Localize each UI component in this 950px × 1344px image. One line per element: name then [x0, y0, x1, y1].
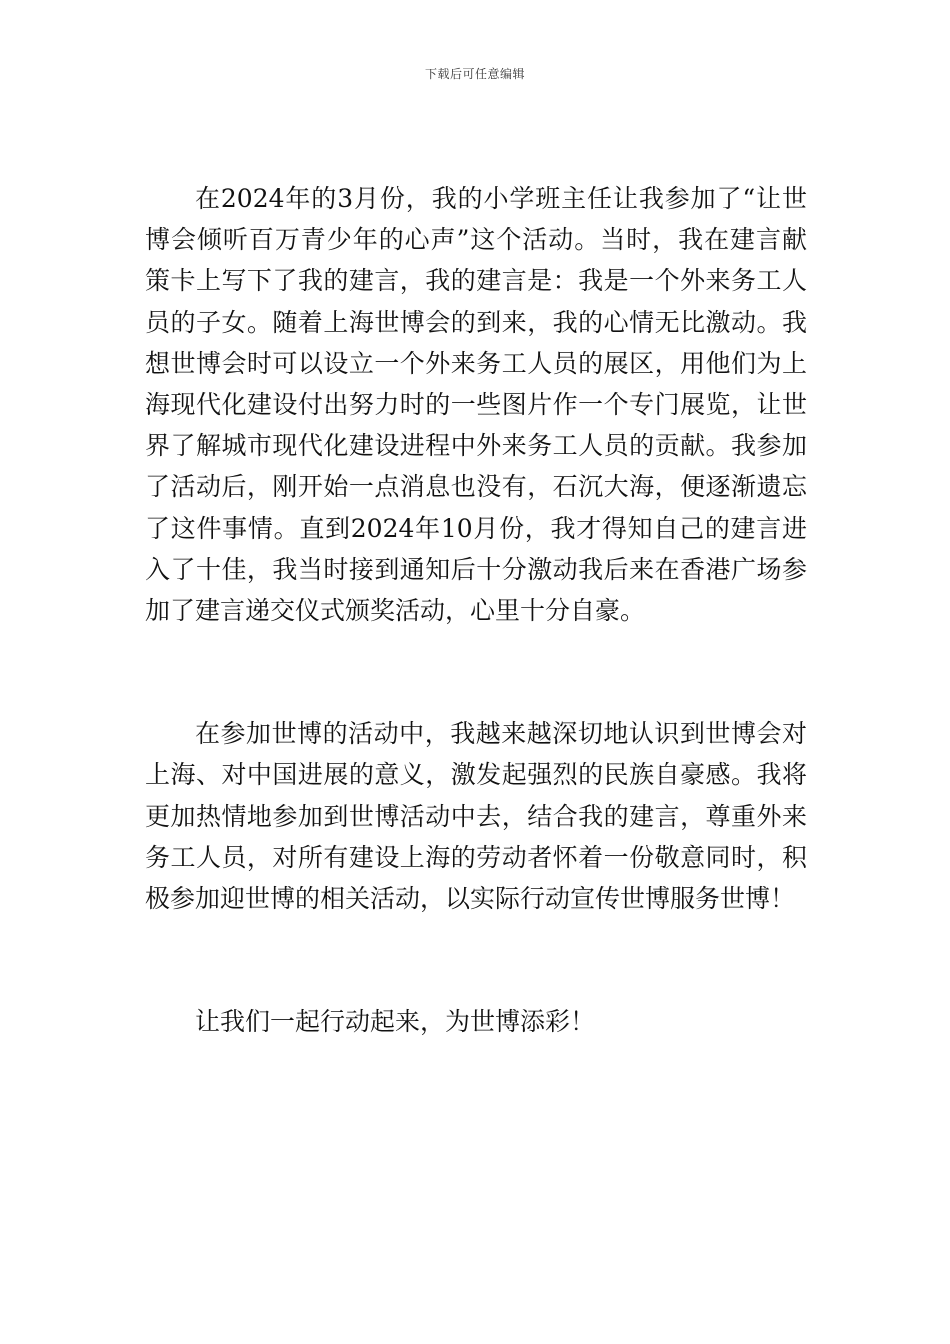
page-header-note: 下载后可任意编辑	[424, 67, 525, 81]
document-body	[145, 178, 807, 1042]
paragraph-expo-participation: 在参加世博的活动中，我越来越深切地认识到世博会对上海、对中国进展的意义，激发起强烈的民族自豪感。我将更加热情地参加到世博活动中去，结合我的建言，尊重外来务工人员，对所有建设上海的劳动者怀着一份敬意同时，积极参加迎世博的相关活动，以实际行动宣传世博服务世博！	[145, 719, 807, 914]
paragraph-expo-suggestion: 在2024年的3月份，我的小学班主任让我参加了“让世博会倾听百万青少年的心声”这个活动。当时，我在建言献策卡上写下了我的建言，我的建言是：我是一个外来务工人员的子女。随着上海世博会的到来，我的心情无比激动。我想世博会时可以设立一个外来务工人员的展区，用他们为上海现代化建设付出努力时的一些图片作一个专门展览，让世界了解城市现代化建设进程中外来务工人员的贡献。我参加了活动后，刚开始一点消息也没有，石沉大海，便逐渐遗忘了这件事情。直到2024年10月份，我才得知自己的建言进入了十佳，我当时接到通知后十分激动我后来在香港广场参加了建言递交仪式颁奖活动，心里十分自豪。	[145, 184, 807, 626]
paragraph-closing: 让我们一起行动起来，为世博添彩！	[195, 1007, 596, 1037]
